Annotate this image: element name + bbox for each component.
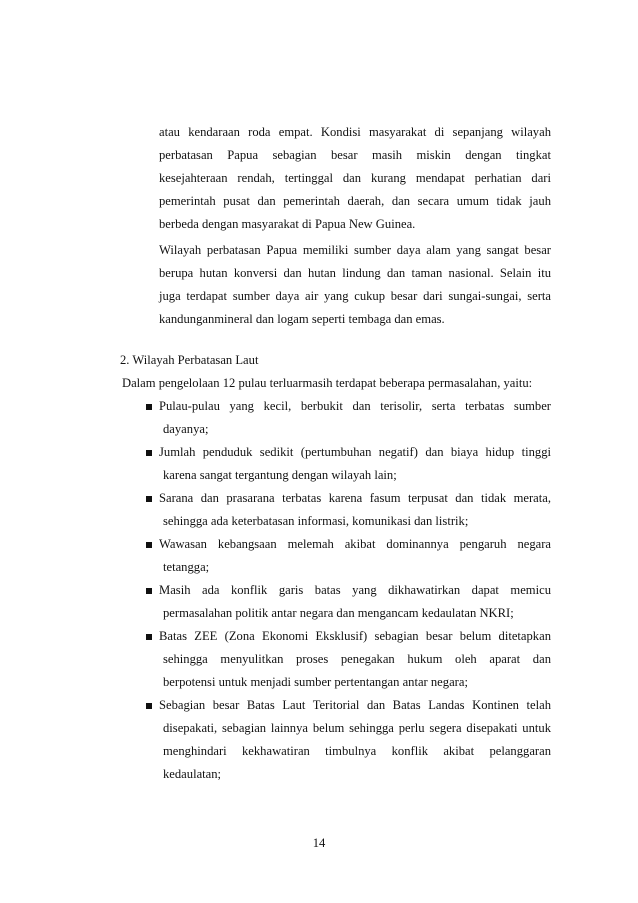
- page-number: 14: [312, 836, 326, 850]
- bullet-icon: [146, 496, 152, 502]
- list-item-line: disepakati, sebagian lainnya belum sehingga perlu segera disepakati untuk: [163, 721, 551, 735]
- list-item-line: menghindari kekhawatiran timbulnya konflik akibat pelanggaran: [163, 744, 551, 758]
- list-item-line: dayanya;: [163, 422, 209, 436]
- section-intro: Dalam pengelolaan 12 pulau terluarmasih terdapat beberapa permasalahan, yaitu:: [122, 376, 533, 390]
- paragraph-line: kandunganmineral dan logam seperti tembaga dan emas.: [159, 312, 445, 326]
- list-item-line: permasalahan politik antar negara dan mengancam kedaulatan NKRI;: [163, 606, 514, 620]
- bullet-icon: [146, 703, 152, 709]
- list-item-line: Sarana dan prasarana terbatas karena fasum terpusat dan tidak merata,: [159, 491, 551, 505]
- bullet-icon: [146, 588, 152, 594]
- paragraph-line: atau kendaraan roda empat. Kondisi masyarakat di sepanjang wilayah: [159, 125, 551, 139]
- paragraph-line: perbatasan Papua sebagian besar masih miskin dengan tingkat: [159, 148, 551, 162]
- list-item-line: Pulau-pulau yang kecil, berbukit dan terisolir, serta terbatas sumber: [159, 399, 551, 413]
- paragraph-line: kesejahteraan rendah, tertinggal dan kurang mendapat perhatian dari: [159, 171, 551, 185]
- section-heading: 2. Wilayah Perbatasan Laut: [120, 353, 259, 367]
- paragraph-line: berupa hutan konversi dan hutan lindung dan taman nasional. Selain itu: [159, 266, 551, 280]
- list-item-line: karena sangat tergantung dengan wilayah lain;: [163, 468, 397, 482]
- paragraph-line: berbeda dengan masyarakat di Papua New Guinea.: [159, 217, 416, 231]
- list-item-line: kedaulatan;: [163, 767, 222, 781]
- list-item-line: Batas ZEE (Zona Ekonomi Eksklusif) sebagian besar belum ditetapkan: [159, 629, 551, 643]
- list-item-line: berpotensi untuk menjadi sumber pertentangan antar negara;: [163, 675, 468, 689]
- paragraph-line: pemerintah pusat dan pemerintah daerah, dan secara umum tidak jauh: [159, 194, 551, 208]
- list-item-line: Wawasan kebangsaan melemah akibat dominannya pengaruh negara: [159, 537, 551, 551]
- list-item-line: sehingga menyulitkan proses penegakan hukum oleh aparat dan: [163, 652, 551, 666]
- bullet-icon: [146, 450, 152, 456]
- list-item-line: Jumlah penduduk sedikit (pertumbuhan negatif) dan biaya hidup tinggi: [159, 445, 551, 459]
- paragraph-line: Wilayah perbatasan Papua memiliki sumber daya alam yang sangat besar: [159, 243, 551, 257]
- bullet-icon: [146, 634, 152, 640]
- paragraph-line: juga terdapat sumber daya air yang cukup besar dari sungai-sungai, serta: [159, 289, 551, 303]
- list-item-line: sehingga ada keterbatasan informasi, komunikasi dan listrik;: [163, 514, 469, 528]
- bullet-icon: [146, 404, 152, 410]
- list-item-line: tetangga;: [163, 560, 210, 574]
- bullet-icon: [146, 542, 152, 548]
- list-item-line: Sebagian besar Batas Laut Teritorial dan Batas Landas Kontinen telah: [159, 698, 551, 712]
- list-item-line: Masih ada konflik garis batas yang dikhawatirkan dapat memicu: [159, 583, 551, 597]
